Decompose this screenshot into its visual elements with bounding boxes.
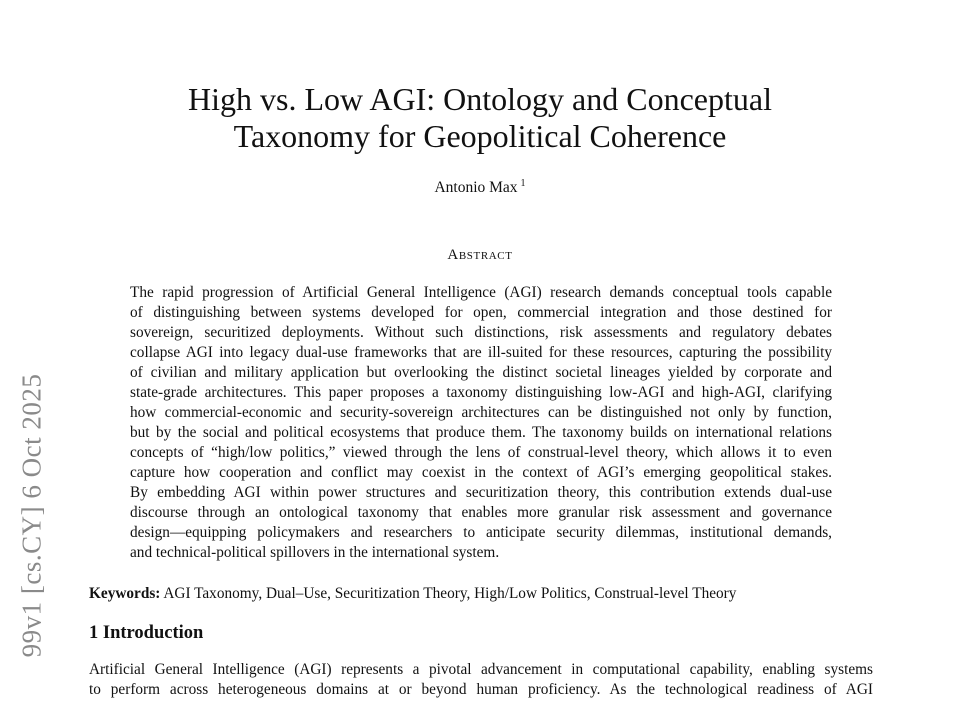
author-line [0,178,960,197]
abstract-line: but by the social and political ecosystems that produce them. The taxonomy builds on international relations [130,424,832,441]
keywords-line [89,585,736,603]
abstract-line: of civilian and military application but overlooking the distinct societal lineages yielded by corporate and [130,364,832,381]
abstract-line: of distinguishing between systems developed for open, commercial integration and those destined for [130,304,832,321]
abstract-line: collapse AGI into legacy dual-use frameworks that are ill-suited for these resources, capturing the possibility [130,344,832,361]
introduction-body [89,660,873,700]
abstract-line: concepts of “high/low politics,” viewed through the lens of construal-level theory, which allows it to even [130,444,832,461]
abstract-line: The rapid progression of Artificial General Intelligence (AGI) research demands conceptual tools capable [130,284,832,301]
abstract-heading: Abstract [447,247,513,263]
introduction-line: to perform across heterogeneous domains at or beyond human proficiency. As the technological readiness of AGI [89,681,873,698]
abstract-line: and technical-political spillovers in the international system. [130,544,500,561]
abstract-line: how commercial-economic and security-sovereign architectures can be distinguished not only by function, [130,404,832,421]
title-line: High vs. Low AGI: Ontology and Conceptual [188,81,772,117]
section-heading-introduction: 1 Introduction [89,623,204,643]
paper-title [120,81,840,155]
abstract-line: By embedding AGI within power structures and securitization theory, this contribution extends dual-use [130,484,832,501]
abstract-line: discourse through an ontological taxonomy that enables more granular risk assessment and governance [130,504,832,521]
author-affiliation-mark: 1 [520,178,526,189]
keywords-text: AGI Taxonomy, Dual–Use, Securitization Theory, High/Low Politics, Construal-level Theory [163,585,737,602]
abstract-line: state-grade architectures. This paper proposes a taxonomy distinguishing low-AGI and high-AGI, clarifying [130,384,832,401]
arxiv-identifier-stamp: 99v1 [cs.CY] 6 Oct 2025 [16,373,47,658]
abstract-line: sovereign, securitized deployments. Without such distinctions, risk assessments and regulatory debates [130,324,832,341]
title-line: Taxonomy for Geopolitical Coherence [233,118,727,154]
abstract-body [130,283,832,563]
abstract-line: capture how cooperation and conflict may coexist in the context of AGI’s emerging geopolitical stakes. [130,464,832,481]
introduction-line: Artificial General Intelligence (AGI) represents a pivotal advancement in computational capability, enabling systems [89,661,873,678]
abstract-line: design—equipping policymakers and researchers to anticipate security dilemmas, institutional demands, [130,524,832,541]
keywords-label: Keywords: [89,585,161,602]
author-name: Antonio Max [434,179,518,196]
